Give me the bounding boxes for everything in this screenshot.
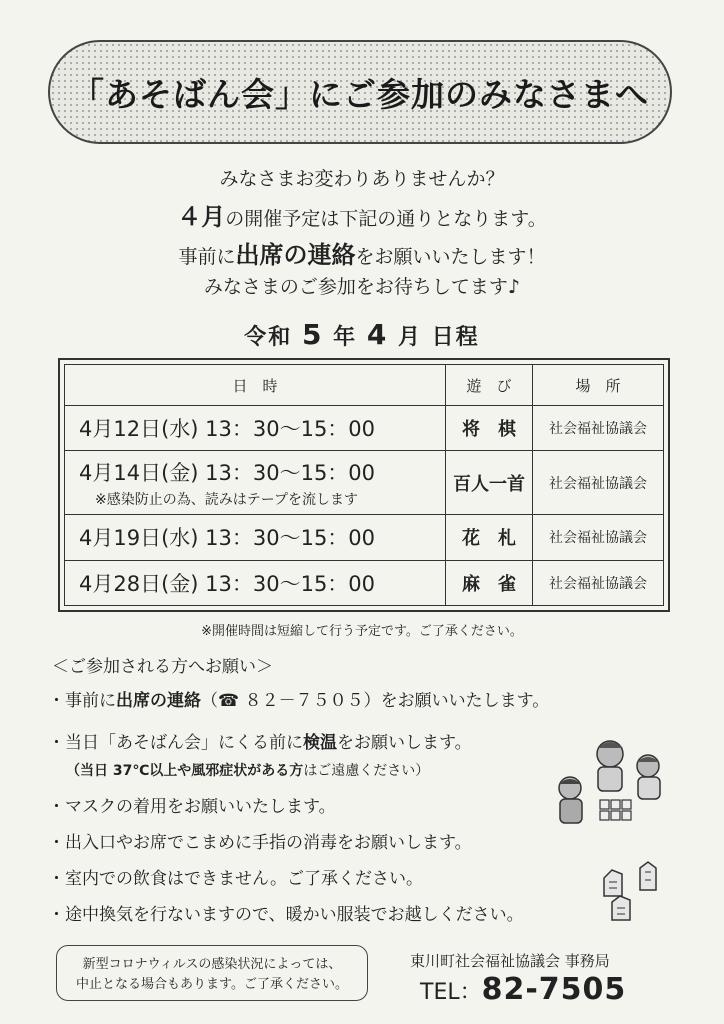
request-1-post: （☎ ８２－７５０５）をお願いいたします。 bbox=[201, 691, 550, 711]
request-item-6: ・途中換気を行ないますので、暖かい服装でお越しください。 bbox=[48, 905, 524, 925]
header-activity: 遊 び bbox=[446, 365, 533, 406]
row-note: ※感染防止の為、読みはテープを流します bbox=[95, 491, 359, 508]
row-activity: 麻 雀 bbox=[446, 560, 533, 605]
request-1-pre: ・事前に bbox=[48, 691, 116, 711]
request-item-5: ・室内での飲食はできません。ご了承ください。 bbox=[48, 869, 424, 889]
schedule-year: 5 bbox=[301, 318, 324, 351]
request-item-3: ・マスクの着用をお願いいたします。 bbox=[48, 797, 336, 817]
row-place: 社会福祉協議会 bbox=[533, 451, 664, 515]
request-2-note bbox=[66, 760, 429, 780]
request-2-note-rest: はご遠慮ください） bbox=[303, 763, 430, 779]
table-footnote: ※開催時間は短縮して行う予定です。ご了承ください。 bbox=[201, 624, 523, 639]
table-header-row bbox=[65, 365, 664, 406]
page-title: 「あそばん会」にご参加のみなさまへ bbox=[71, 74, 649, 114]
intro-month: ４月 bbox=[177, 203, 226, 231]
request-2-post: をお願いします。 bbox=[337, 733, 472, 753]
tel-label: TEL： bbox=[420, 980, 482, 1005]
title-banner bbox=[48, 40, 672, 144]
row-datetime: 4月28日(金) 13：30～15：00 bbox=[65, 560, 446, 605]
intro-line-2 bbox=[0, 197, 724, 232]
intro-line-3-pre: 事前に bbox=[178, 246, 236, 268]
row-place: 社会福祉協議会 bbox=[533, 406, 664, 451]
schedule-month-unit: 月 bbox=[397, 325, 422, 350]
table-row bbox=[65, 515, 664, 560]
schedule-suffix: 日程 bbox=[431, 325, 480, 350]
request-1-emphasis: 出席の連絡 bbox=[116, 691, 201, 711]
shogi-pieces-illustration bbox=[598, 860, 662, 924]
organization-name: 東川町社会福祉協議会 事務局 bbox=[410, 952, 610, 970]
header-datetime: 日 時 bbox=[65, 365, 446, 406]
row-place: 社会福祉協議会 bbox=[533, 515, 664, 560]
schedule-era: 令和 bbox=[244, 325, 293, 350]
notice-line-2: 中止となる場合もあります。ご了承ください。 bbox=[76, 977, 348, 992]
row-datetime: 4月19日(水) 13：30～15：00 bbox=[65, 515, 446, 560]
schedule-year-unit: 年 bbox=[333, 325, 358, 350]
schedule-title bbox=[0, 318, 724, 351]
telephone bbox=[420, 972, 626, 1007]
request-item-4: ・出入口やお席でこまめに手指の消毒をお願いします。 bbox=[48, 833, 472, 853]
request-2-pre: ・当日「あそばん会」にくる前に bbox=[48, 733, 303, 753]
schedule-table bbox=[58, 358, 670, 612]
cancellation-notice bbox=[56, 945, 368, 1001]
row-activity: 百人一首 bbox=[446, 451, 533, 515]
row-place: 社会福祉協議会 bbox=[533, 560, 664, 605]
kids-playing-illustration bbox=[548, 734, 678, 838]
header-place: 場 所 bbox=[533, 365, 664, 406]
request-2-emphasis: 検温 bbox=[303, 733, 337, 753]
row-datetime-cell bbox=[65, 451, 446, 515]
intro-line-3 bbox=[0, 235, 724, 270]
intro-line-1: みなさまお変わりありませんか？ bbox=[219, 168, 505, 190]
intro-line-2-text: の開催予定は下記の通りとなります。 bbox=[225, 208, 547, 230]
request-item-1 bbox=[48, 686, 549, 711]
notice-line-1: 新型コロナウィルスの感染状況によっては、 bbox=[82, 957, 342, 972]
intro-line-4: みなさまのご参加をお待ちしてます♪ bbox=[203, 276, 521, 298]
row-datetime: 4月12日(水) 13：30～15：00 bbox=[65, 406, 446, 451]
row-activity: 花 札 bbox=[446, 515, 533, 560]
tel-number: 82-7505 bbox=[481, 972, 627, 1007]
row-datetime: 4月14日(金) 13：30～15：00 bbox=[79, 460, 376, 485]
request-2-note-emphasis: （当日 37℃以上や風邪症状がある方 bbox=[66, 763, 304, 779]
intro-contact-emphasis: 出席の連絡 bbox=[235, 241, 356, 269]
requests-heading: ＜ご参加される方へお願い＞ bbox=[52, 657, 273, 677]
table-row bbox=[65, 560, 664, 605]
request-item-2 bbox=[48, 728, 472, 753]
intro-line-3-post: をお願いいたします！ bbox=[355, 246, 546, 268]
schedule-month: 4 bbox=[366, 318, 389, 351]
table-row bbox=[65, 406, 664, 451]
row-activity: 将 棋 bbox=[446, 406, 533, 451]
table-row bbox=[65, 451, 664, 515]
